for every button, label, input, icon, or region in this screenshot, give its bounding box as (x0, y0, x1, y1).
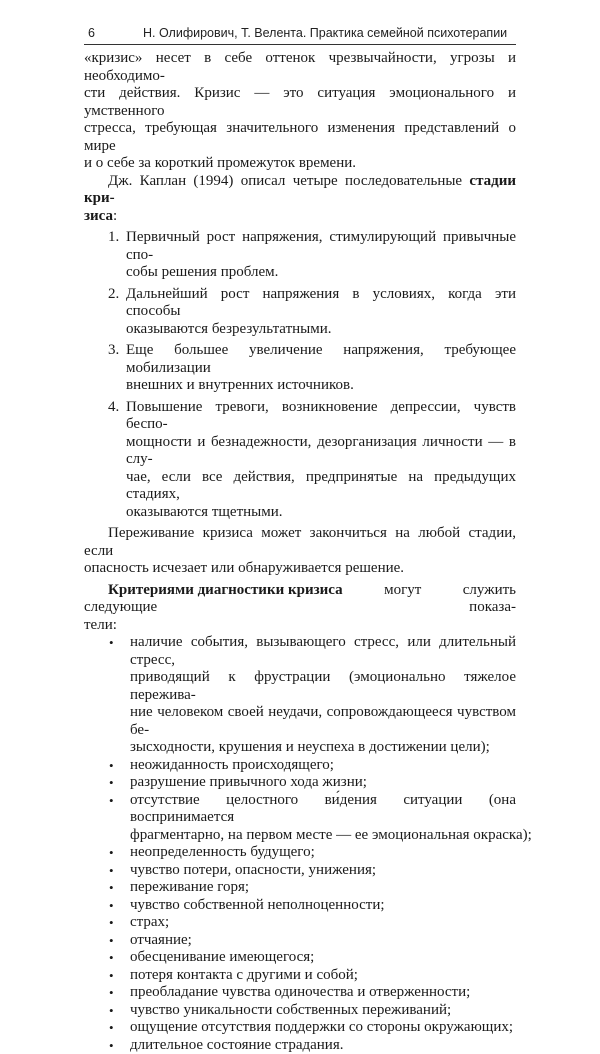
criteria-list (84, 634, 516, 1054)
criteria-item (84, 949, 516, 967)
bullet-icon: • (109, 897, 114, 915)
text-line: неожиданность происходящего; (130, 757, 516, 775)
text-line (84, 525, 516, 560)
page-body (84, 50, 516, 1054)
bullet-icon: • (109, 757, 114, 775)
text-line (84, 582, 516, 617)
text-line: страх; (130, 914, 516, 932)
criteria-item (84, 844, 516, 862)
text-line (84, 173, 516, 208)
text-line: потеря контакта с другими и собой; (130, 967, 516, 985)
bullet-icon: • (109, 984, 114, 1002)
criteria-item (84, 967, 516, 985)
text-line: внешних и внутренних источников. (126, 377, 516, 395)
bullet-icon: • (109, 1002, 114, 1020)
criteria-item (84, 897, 516, 915)
ending-paragraph (84, 525, 516, 578)
intro-paragraph (84, 50, 516, 173)
text-line: Первичный рост напряжения, стимулирующий привычные спо- (126, 229, 516, 264)
criteria-item (84, 879, 516, 897)
running-title: Н. Олифирович, Т. Велента. Практика семейной психотерапии (143, 26, 507, 40)
text-line: наличие события, вызывающего стресс, или длительный стресс, (130, 634, 516, 669)
running-header (84, 24, 516, 45)
text-line: неопределенность будущего; (130, 844, 516, 862)
text-line: фрагментарно, на первом месте — ее эмоциональная окраска); (130, 827, 516, 845)
ending-line-first: Переживание кризиса может закончиться на любой стадии, если (84, 525, 516, 559)
bullet-icon: • (109, 1019, 114, 1037)
stage-number: 3. (108, 342, 119, 360)
bullet-icon: • (109, 862, 114, 880)
criteria-bold: Критериями диагностики кризиса (84, 582, 343, 600)
bullet-icon: • (109, 967, 114, 985)
text-line: зысходности, крушения и неуспеха в достижении цели); (130, 739, 516, 757)
text-line: Еще большее увеличение напряжения, требующее мобилизации (126, 342, 516, 377)
text-line: собы решения проблем. (126, 264, 516, 282)
bullet-icon: • (109, 914, 114, 932)
text-line: переживание горя; (130, 879, 516, 897)
text-line: приводящий к фрустрации (эмоционально тяжелое пережива- (130, 669, 516, 704)
text-line: Повышение тревоги, возникновение депрессии, чувств беспо- (126, 399, 516, 434)
bullet-icon: • (109, 844, 114, 862)
bullet-icon: • (109, 932, 114, 950)
text-line (84, 208, 516, 226)
bullet-icon: • (109, 879, 114, 897)
bullet-icon: • (109, 634, 114, 652)
criteria-item (84, 774, 516, 792)
bullet-icon: • (109, 949, 114, 967)
text-line: ощущение отсутствия поддержки со стороны окружающих; (130, 1019, 516, 1037)
bullet-icon: • (109, 774, 114, 792)
criteria-item (84, 757, 516, 775)
text-line: ние человеком своей неудачи, сопровождающееся чувством бе- (130, 704, 516, 739)
stage-item (84, 229, 516, 282)
text-line: обесценивание имеющегося; (130, 949, 516, 967)
criteria-item (84, 1037, 516, 1054)
text-line: отчаяние; (130, 932, 516, 950)
text-line: Дальнейший рост напряжения в условиях, когда эти способы (126, 286, 516, 321)
text-line: чувство потери, опасности, унижения; (130, 862, 516, 880)
stage-item (84, 342, 516, 395)
criteria-item (84, 1019, 516, 1037)
text-line: оказываются безрезультатными. (126, 321, 516, 339)
criteria-item (84, 862, 516, 880)
criteria-item (84, 914, 516, 932)
text-line: сти действия. Кризис — это ситуация эмоционального и умственного (84, 85, 516, 120)
text-line: преобладание чувства одиночества и отверженности; (130, 984, 516, 1002)
criteria-item (84, 984, 516, 1002)
caplan-text: Дж. Каплан (1994) описал четыре последовательные (84, 173, 469, 189)
text-line: чувство собственной неполноценности; (130, 897, 516, 915)
criteria-item (84, 792, 516, 845)
page-number: 6 (88, 26, 95, 40)
stage-number: 1. (108, 229, 119, 247)
stage-item (84, 399, 516, 522)
text-line: и о себе за короткий промежуток времени. (84, 155, 516, 173)
text-line: мощности и безнадежности, дезорганизация личности — в слу- (126, 434, 516, 469)
stage-item (84, 286, 516, 339)
stage-number: 4. (108, 399, 119, 417)
criteria-item (84, 634, 516, 757)
text-line: длительное состояние страдания. (130, 1037, 516, 1054)
criteria-item (84, 1002, 516, 1020)
text-line: оказываются тщетными. (126, 504, 516, 522)
text-line: отсутствие целостного ви́дения ситуации (она воспринимается (130, 792, 516, 827)
caplan-colon: : (113, 208, 117, 224)
stages-list (84, 229, 516, 521)
criteria-paragraph (84, 582, 516, 635)
caplan-bold-end: зиса (84, 208, 113, 224)
bullet-icon: • (109, 1037, 114, 1054)
text-line: тели: (84, 617, 516, 635)
criteria-text: могут служить следующие показа- (84, 582, 516, 616)
text-line: стресса, требующая значительного изменения представлений о мире (84, 120, 516, 155)
bullet-icon: • (109, 792, 114, 810)
text-line: опасность исчезает или обнаруживается решение. (84, 560, 516, 578)
stage-number: 2. (108, 286, 119, 304)
caplan-bold: стадии кри- (84, 173, 516, 207)
text-line: чувство уникальности собственных переживаний; (130, 1002, 516, 1020)
criteria-item (84, 932, 516, 950)
caplan-paragraph (84, 173, 516, 226)
text-line: «кризис» несет в себе оттенок чрезвычайности, угрозы и необходимо- (84, 50, 516, 85)
text-line: чае, если все действия, предпринятые на предыдущих стадиях, (126, 469, 516, 504)
text-line: разрушение привычного хода жизни; (130, 774, 516, 792)
